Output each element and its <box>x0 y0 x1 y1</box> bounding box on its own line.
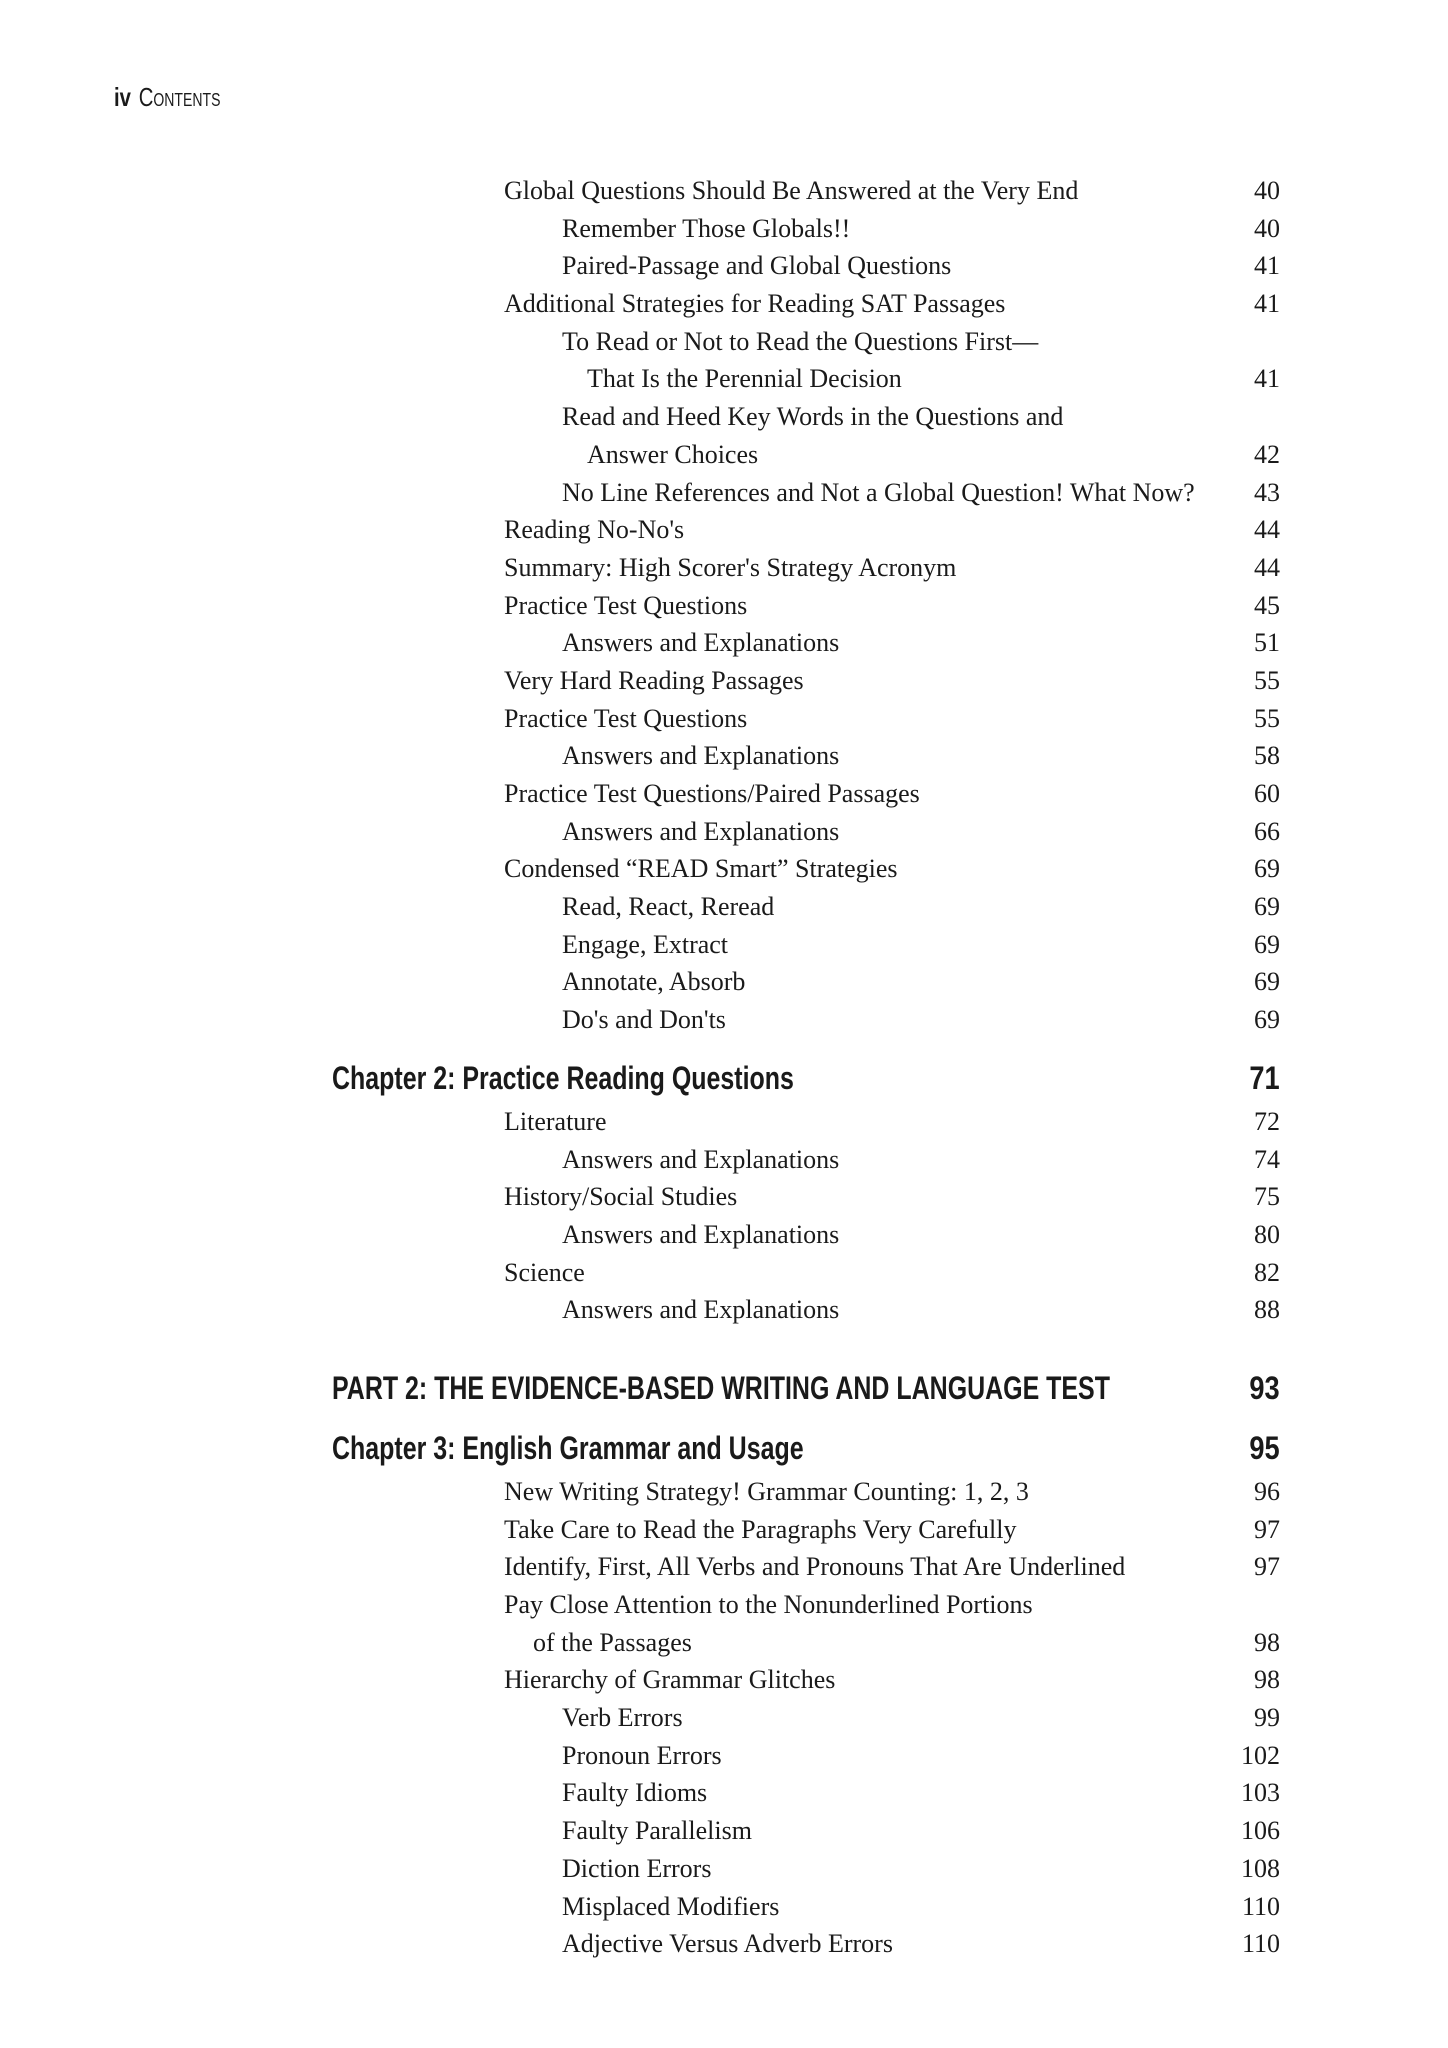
toc-entry[interactable] <box>0 1216 1448 1254</box>
toc-entry[interactable] <box>0 963 1448 1001</box>
entry-page-number: 60 <box>1254 779 1280 808</box>
entry-page-number: 66 <box>1254 816 1280 846</box>
entry-page-number: 45 <box>1254 590 1280 620</box>
toc-entry[interactable] <box>0 1888 1448 1926</box>
toc-entry[interactable] <box>0 323 1448 361</box>
entry-page-number: 69 <box>1254 929 1280 959</box>
entry-title: Answer Choices <box>587 439 759 469</box>
toc-entry[interactable] <box>0 1661 1448 1699</box>
toc-entry[interactable] <box>0 436 1448 474</box>
toc-entry[interactable] <box>0 1473 1448 1511</box>
entry-page-number: 102 <box>1241 1740 1280 1770</box>
entry-page-number: 69 <box>1254 967 1280 997</box>
entry-page-number: 110 <box>1241 1929 1280 1959</box>
entry-title: Identify, First, All Verbs and Pronouns That Are Underlined <box>504 1552 1126 1582</box>
entry-title: Faulty Idioms <box>562 1778 708 1808</box>
entry-title: Additional Strategies for Reading SAT Passages <box>504 289 1006 319</box>
entry-title: Take Care to Read the Paragraphs Very Carefully <box>504 1514 1017 1544</box>
entry-page-number: 96 <box>1254 1476 1280 1506</box>
entry-page-number: 44 <box>1254 515 1280 545</box>
entry-page-number: 99 <box>1254 1703 1280 1733</box>
entry-title: Practice Test Questions <box>504 703 748 733</box>
entry-page-number: 69 <box>1254 854 1280 884</box>
toc-entry[interactable] <box>0 1850 1448 1888</box>
entry-title: Summary: High Scorer's Strategy Acronym <box>504 552 957 582</box>
entry-page-number: 41 <box>1254 289 1280 319</box>
toc-entry[interactable] <box>0 172 1448 210</box>
entry-page-number: 40 <box>1254 213 1280 243</box>
entry-title: Answers and Explanations <box>562 741 840 771</box>
toc-entry[interactable] <box>0 587 1448 625</box>
toc-entry[interactable] <box>0 1737 1448 1775</box>
toc-entry[interactable] <box>0 1254 1448 1292</box>
toc-entry[interactable] <box>0 1812 1448 1850</box>
chapter-heading[interactable] <box>0 1423 1448 1473</box>
entry-title: New Writing Strategy! Grammar Counting: 1, 2, 3 <box>504 1476 1029 1506</box>
toc-entry[interactable] <box>0 474 1448 512</box>
toc-entry[interactable] <box>0 511 1448 549</box>
entry-title: Adjective Versus Adverb Errors <box>562 1929 893 1959</box>
entry-title: Answers and Explanations <box>562 816 840 846</box>
entry-page-number: 71 <box>1249 1059 1280 1096</box>
entry-page-number: 110 <box>1241 1891 1280 1921</box>
toc-entry[interactable] <box>0 1141 1448 1179</box>
chapter-heading[interactable] <box>0 1053 1448 1103</box>
entry-title: PART 2: THE EVIDENCE-BASED WRITING AND LANGUAGE TEST <box>332 1369 1110 1406</box>
entry-title: Misplaced Modifiers <box>562 1891 780 1921</box>
entry-title: Global Questions Should Be Answered at the Very End <box>504 176 1079 205</box>
toc-entry[interactable] <box>0 775 1448 813</box>
entry-title: Paired-Passage and Global Questions <box>562 251 952 281</box>
entry-title: Read and Heed Key Words in the Questions and <box>562 402 1064 432</box>
entry-title: Do's and Don'ts <box>562 1005 726 1035</box>
entry-page-number: 41 <box>1254 364 1280 394</box>
entry-page-number: 74 <box>1254 1144 1280 1174</box>
entry-title: Remember Those Globals!! <box>562 213 851 243</box>
entry-title: Answers and Explanations <box>562 1219 840 1249</box>
toc-entry[interactable] <box>0 1103 1448 1141</box>
toc-entry[interactable] <box>0 700 1448 738</box>
toc-entry[interactable] <box>0 398 1448 436</box>
entry-page-number: 108 <box>1241 1853 1280 1883</box>
entry-title: Diction Errors <box>562 1853 712 1883</box>
entry-title: Condensed “READ Smart” Strategies <box>504 854 898 884</box>
toc-entry[interactable] <box>0 1699 1448 1737</box>
entry-title: Annotate, Absorb <box>562 967 746 997</box>
entry-page-number: 55 <box>1254 665 1280 695</box>
toc-entry[interactable] <box>0 360 1448 398</box>
toc-entry[interactable] <box>0 247 1448 285</box>
entry-page-number: 103 <box>1241 1778 1280 1808</box>
entry-title: Pronoun Errors <box>562 1740 722 1770</box>
toc-entry[interactable] <box>0 888 1448 926</box>
toc-entry[interactable] <box>0 1586 1448 1624</box>
entry-title: Chapter 3: English Grammar and Usage <box>332 1429 804 1466</box>
entry-title: Pay Close Attention to the Nonunderlined Portions <box>504 1590 1033 1619</box>
entry-title: History/Social Studies <box>504 1182 738 1212</box>
toc-entry[interactable] <box>0 813 1448 851</box>
entry-page-number: 69 <box>1254 1005 1280 1035</box>
toc-entry[interactable] <box>0 624 1448 662</box>
entry-title: Answers and Explanations <box>562 1295 840 1325</box>
toc-entry[interactable] <box>0 1001 1448 1039</box>
entry-title: To Read or Not to Read the Questions First— <box>562 326 1039 356</box>
toc-entry[interactable] <box>0 1624 1448 1662</box>
toc-entry[interactable] <box>0 1548 1448 1586</box>
entry-page-number: 43 <box>1254 477 1280 507</box>
entry-title: Practice Test Questions <box>504 590 748 620</box>
entry-page-number: 97 <box>1254 1552 1280 1582</box>
toc-entry[interactable] <box>0 549 1448 587</box>
entry-page-number: 98 <box>1254 1627 1280 1657</box>
running-header <box>114 82 220 113</box>
entry-title: Verb Errors <box>562 1703 683 1733</box>
part-heading[interactable] <box>0 1363 1448 1413</box>
entry-title: Faulty Parallelism <box>562 1816 752 1846</box>
entry-page-number: 55 <box>1254 703 1280 733</box>
entry-page-number: 42 <box>1254 439 1280 469</box>
entry-page-number: 88 <box>1254 1295 1280 1325</box>
entry-page-number: 97 <box>1254 1514 1280 1544</box>
header-page-number: iv <box>114 82 131 112</box>
toc-entry[interactable] <box>0 285 1448 323</box>
toc-entry[interactable] <box>0 210 1448 248</box>
entry-title: Read, React, Reread <box>562 892 775 922</box>
table-of-contents <box>0 172 1448 1963</box>
entry-page-number: 93 <box>1249 1369 1280 1406</box>
entry-title: Answers and Explanations <box>562 628 840 658</box>
entry-page-number: 106 <box>1241 1816 1280 1846</box>
entry-page-number: 95 <box>1249 1429 1280 1466</box>
entry-title: Hierarchy of Grammar Glitches <box>504 1665 836 1695</box>
toc-entry[interactable] <box>0 662 1448 700</box>
entry-page-number: 75 <box>1254 1182 1280 1212</box>
entry-title: Science <box>504 1257 585 1287</box>
toc-entry[interactable] <box>0 1774 1448 1812</box>
entry-page-number: 58 <box>1254 741 1280 771</box>
entry-title: That Is the Perennial Decision <box>587 364 902 394</box>
entry-title: Literature <box>504 1106 607 1136</box>
entry-page-number: 72 <box>1254 1106 1280 1136</box>
entry-title: Very Hard Reading Passages <box>504 665 804 695</box>
entry-title: of the Passages <box>533 1627 692 1657</box>
entry-page-number: 69 <box>1254 892 1280 922</box>
toc-entry[interactable] <box>0 926 1448 964</box>
toc-entry[interactable] <box>0 737 1448 775</box>
entry-title: Chapter 2: Practice Reading Questions <box>332 1059 794 1096</box>
entry-page-number: 51 <box>1254 628 1280 658</box>
entry-title: Engage, Extract <box>562 929 729 959</box>
toc-entry[interactable] <box>0 1511 1448 1549</box>
toc-entry[interactable] <box>0 850 1448 888</box>
toc-entry[interactable] <box>0 1925 1448 1963</box>
entry-title: No Line References and Not a Global Question! What Now? <box>562 477 1195 507</box>
entry-page-number: 41 <box>1254 251 1280 281</box>
entry-title: Reading No-No's <box>504 515 685 545</box>
entry-page-number: 82 <box>1254 1257 1280 1287</box>
entry-page-number: 80 <box>1254 1219 1280 1249</box>
header-title: Contents <box>138 82 221 112</box>
entry-title: Answers and Explanations <box>562 1144 840 1174</box>
toc-entry[interactable] <box>0 1291 1448 1329</box>
entry-page-number: 98 <box>1254 1665 1280 1695</box>
entry-page-number: 40 <box>1254 176 1280 205</box>
toc-entry[interactable] <box>0 1178 1448 1216</box>
entry-title: Practice Test Questions/Paired Passages <box>504 779 920 808</box>
entry-page-number: 44 <box>1254 552 1280 582</box>
